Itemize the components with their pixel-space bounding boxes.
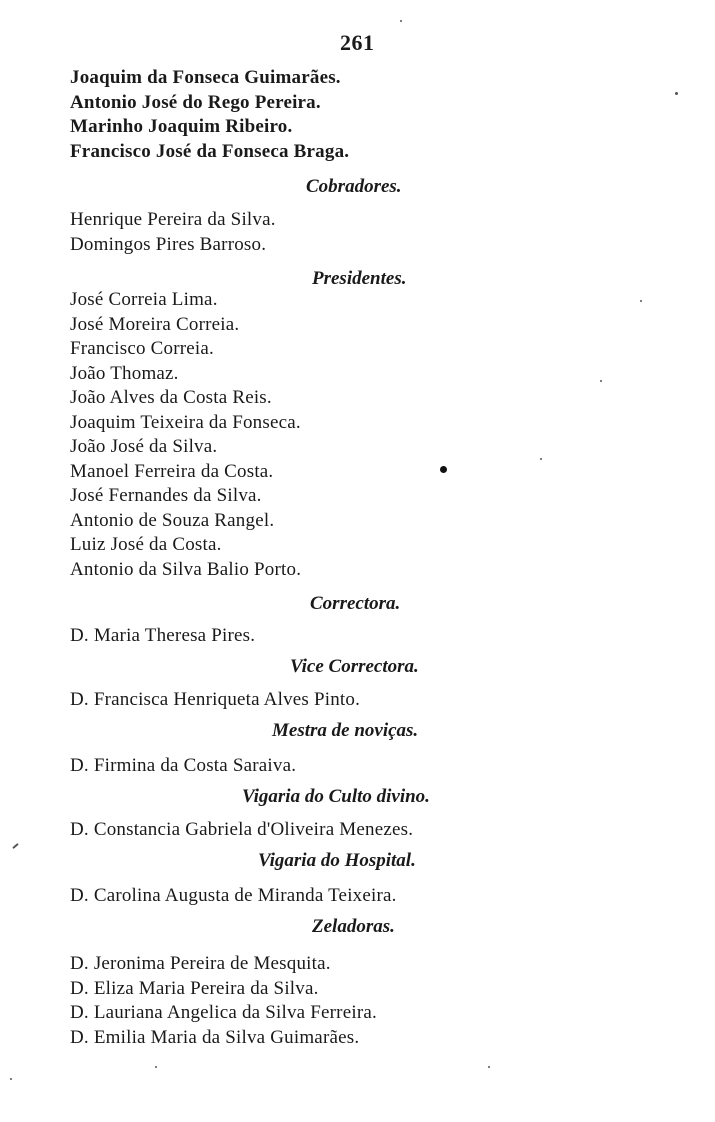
list-item: Luiz José da Costa. <box>70 534 222 555</box>
name-list <box>70 288 590 582</box>
list-item: José Fernandes da Silva. <box>70 485 262 506</box>
list-item: Henrique Pereira da Silva. <box>70 209 276 230</box>
list-item: José Moreira Correia. <box>70 313 240 335</box>
ink-spot <box>540 458 542 460</box>
ink-spot <box>440 466 447 473</box>
section-heading: Vice Correctora. <box>290 656 419 677</box>
name-list <box>70 818 590 843</box>
name-list <box>70 624 590 649</box>
ink-spot <box>640 300 642 302</box>
section-heading: Presidentes. <box>312 268 407 289</box>
name-list <box>70 688 590 713</box>
list-item: D. Firmina da Costa Saraiva. <box>70 755 297 776</box>
ink-spot <box>10 1078 12 1080</box>
name-list <box>70 884 590 909</box>
section-heading: Correctora. <box>310 593 401 614</box>
list-item: D. Francisca Henriqueta Alves Pinto. <box>70 689 361 710</box>
list-item: Joaquim Teixeira da Fonseca. <box>70 411 301 433</box>
list-item: Antonio de Souza Rangel. <box>70 509 275 531</box>
name-list <box>70 754 590 779</box>
list-item: João Thomaz. <box>70 362 179 384</box>
list-item: Marinho Joaquim Ribeiro. <box>70 116 293 137</box>
ink-spot <box>488 1066 490 1068</box>
list-item: João Alves da Costa Reis. <box>70 387 272 408</box>
list-item: D. Lauriana Angelica da Silva Ferreira. <box>70 1002 377 1023</box>
list-item: José Correia Lima. <box>70 289 218 310</box>
section-heading: Mestra de noviças. <box>272 720 419 741</box>
ink-spot <box>600 380 602 382</box>
name-list <box>70 208 590 257</box>
ink-spot <box>400 20 402 22</box>
section-heading: Zeladoras. <box>312 916 395 937</box>
list-item: João José da Silva. <box>70 436 218 457</box>
list-item: Domingos Pires Barroso. <box>70 233 267 255</box>
name-list <box>70 66 590 164</box>
name-list <box>70 952 590 1050</box>
page-number: 261 <box>340 30 375 55</box>
ink-spot <box>155 1066 157 1068</box>
ink-spot <box>12 843 19 849</box>
list-item: Manoel Ferreira da Costa. <box>70 460 274 482</box>
list-item: Antonio José do Rego Pereira. <box>70 91 321 113</box>
section-heading: Vigaria do Culto divino. <box>242 786 430 807</box>
list-item: D. Eliza Maria Pereira da Silva. <box>70 977 319 999</box>
list-item: Joaquim da Fonseca Guimarães. <box>70 67 341 88</box>
list-item: D. Jeronima Pereira de Mesquita. <box>70 953 331 974</box>
ink-spot <box>675 92 678 95</box>
section-heading: Cobradores. <box>306 176 402 197</box>
section-heading: Vigaria do Hospital. <box>258 850 416 871</box>
list-item: D. Emilia Maria da Silva Guimarães. <box>70 1026 360 1048</box>
list-item: D. Carolina Augusta de Miranda Teixeira. <box>70 885 397 906</box>
list-item: Francisco José da Fonseca Braga. <box>70 140 350 162</box>
list-item: D. Maria Theresa Pires. <box>70 625 256 646</box>
list-item: D. Constancia Gabriela d'Oliveira Menezes. <box>70 819 414 840</box>
list-item: Antonio da Silva Balio Porto. <box>70 558 302 580</box>
list-item: Francisco Correia. <box>70 338 214 359</box>
